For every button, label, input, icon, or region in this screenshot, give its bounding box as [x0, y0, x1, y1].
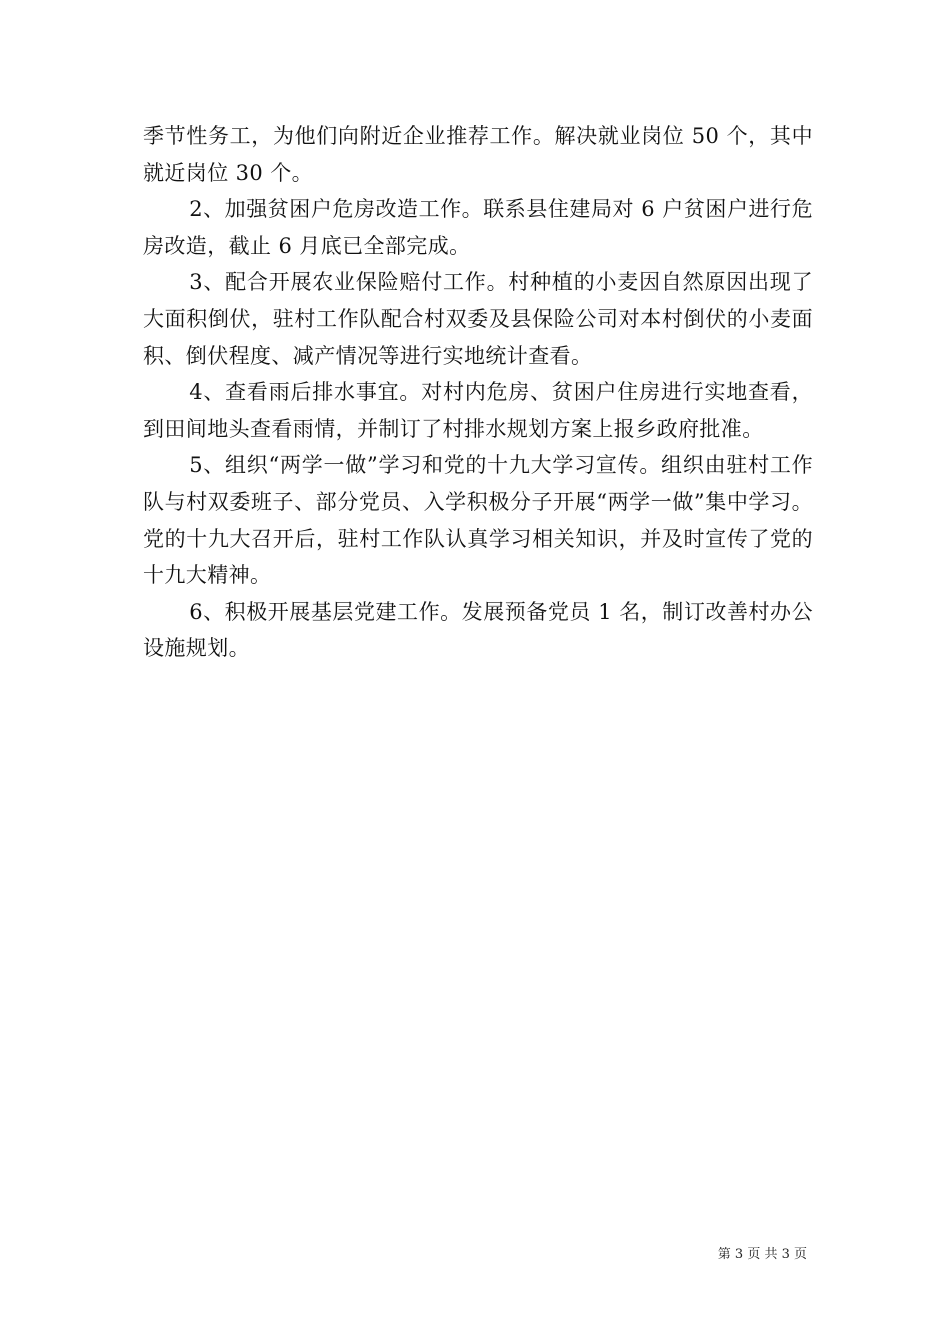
paragraph-item-3: 3、配合开展农业保险赔付工作。村种植的小麦因自然原因出现了大面积倒伏，驻村工作队配合村双委及县保险公司对本村倒伏的小麦面积、倒伏程度、减产情况等进行实地统计查看。 [143, 270, 813, 368]
page-number: 第 3 页 共 3 页 [717, 1247, 807, 1262]
paragraph-continuation: 季节性务工，为他们向附近企业推荐工作。解决就业岗位 50 个，其中就近岗位 30 个。 [143, 124, 813, 185]
paragraph-item-2: 2、加强贫困户危房改造工作。联系县住建局对 6 户贫困户进行危房改造，截止 6 月底已全部完成。 [143, 197, 813, 258]
paragraph-item-5: 5、组织“两学一做”学习和党的十九大学习宣传。组织由驻村工作队与村双委班子、部分党员、入学积极分子开展“两学一做”集中学习。党的十九大召开后，驻村工作队认真学习相关知识，并及时宣传了党的十九大精神。 [143, 453, 813, 588]
document-body [143, 118, 813, 667]
paragraph-item-6: 6、积极开展基层党建工作。发展预备党员 1 名，制订改善村办公设施规划。 [143, 599, 813, 661]
paragraph-item-4: 4、查看雨后排水事宜。对村内危房、贫困户住房进行实地查看，到田间地头查看雨情，并制订了村排水规划方案上报乡政府批准。 [143, 380, 813, 441]
